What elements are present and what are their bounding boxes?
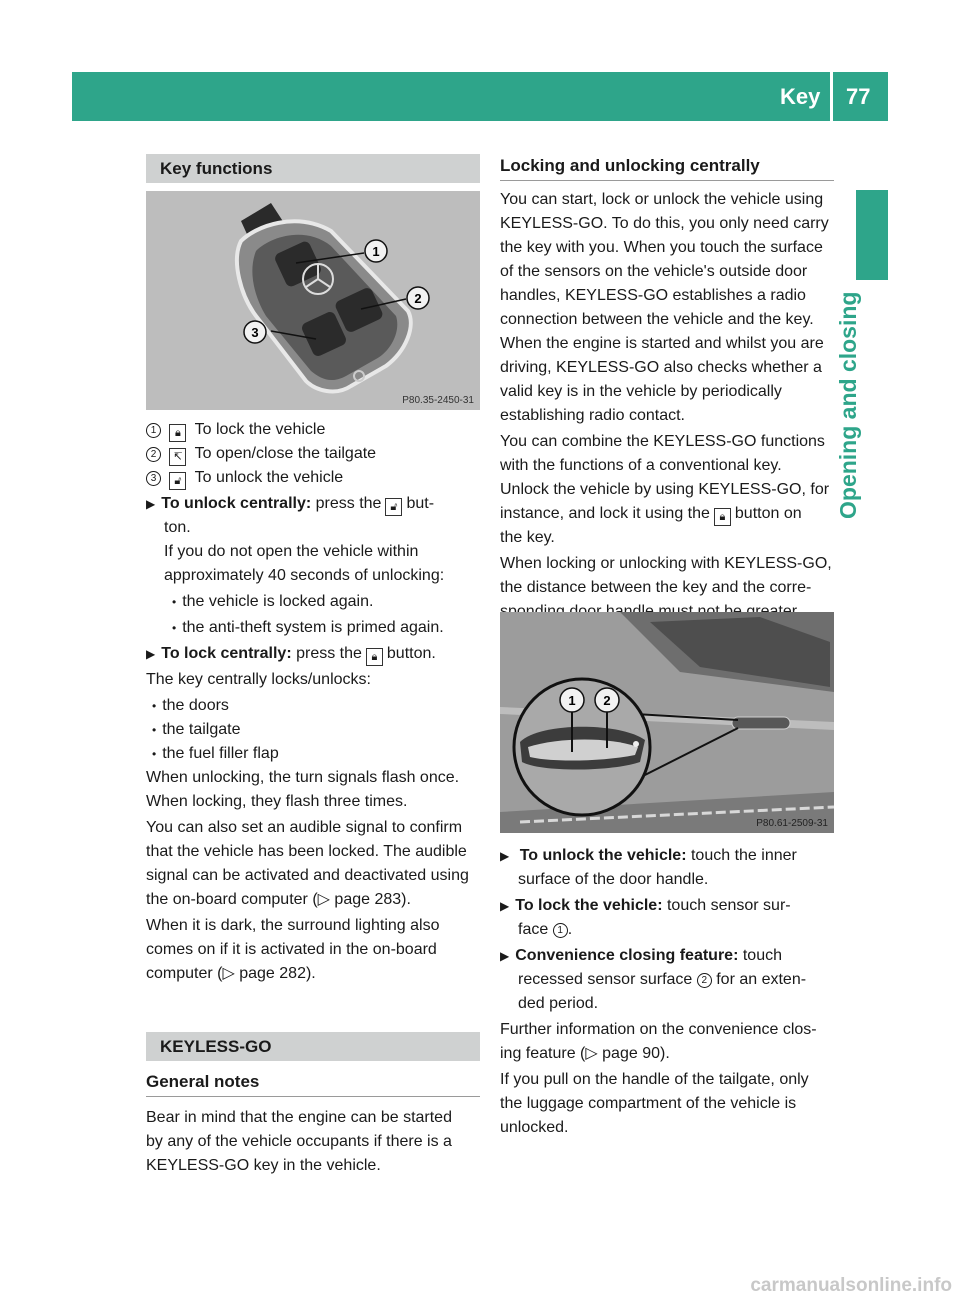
bullet-icon: • [152,747,157,761]
paragraph-line: the on-board computer (▷ page 283). [146,891,411,908]
paragraph-line: Further information on the convenience clos- [500,1021,817,1038]
list-item: • the vehicle is locked again. [172,593,374,610]
watermark: carmanualsonline.info [750,1275,952,1296]
bullet-icon: • [172,621,177,635]
paragraph-line: by any of the vehicle occupants if there is a [146,1133,452,1150]
list-item: • the tailgate [152,721,241,738]
callout-2 [595,688,619,712]
divider [146,1096,480,1097]
instruction-continuation: ton. [164,519,191,536]
step-arrow-icon: ▶ [500,899,510,913]
paragraph-line: the key. [500,529,555,546]
divider [500,180,834,181]
lock-icon: 🔒︎ [366,648,383,666]
door-handle-illustration [500,612,834,833]
note-line: approximately 40 seconds of unlocking: [164,567,445,584]
page-ref-arrow-icon: ▷ [585,1045,598,1062]
keyless-general-notes [146,1106,486,1178]
step-arrow-icon: ▶ [500,849,510,863]
paragraph-line: You can combine the KEYLESS-GO functions [500,433,825,450]
paragraph-line: handles, KEYLESS-GO establishes a radio [500,287,806,304]
unlock-icon: 🔓︎ [385,498,402,516]
page-number: 77 [846,84,871,109]
paragraph: The key centrally locks/unlocks: [146,671,371,688]
paragraph-line: driving, KEYLESS-GO also checks whether a [500,359,822,376]
instruction-step: ▶ To unlock the vehicle: touch the inner [500,847,797,864]
paragraph-line: When locking, they flash three times. [146,793,408,810]
paragraph-line: ing feature (▷ page 90). [500,1045,670,1062]
paragraph-line: unlocked. [500,1119,569,1136]
paragraph-line: comes on if it is activated in the on-board [146,941,437,958]
paragraph-line: of the sensors on the vehicle's outside door [500,263,808,280]
list-item: • the doors [152,697,229,714]
figure-code: P80.61-2509-31 [756,818,828,829]
header-section-title: Key [780,84,821,109]
svg-text:2: 2 [603,693,611,708]
heading-locking-unlocking: Locking and unlocking centrally [500,156,760,175]
page-ref-arrow-icon: ▷ [222,965,235,982]
page-reference-link[interactable]: page 90 [602,1045,660,1062]
chapter-title: Opening and closing [835,292,861,520]
paragraph-line: When the engine is started and whilst you are [500,335,824,352]
svg-text:2: 2 [414,291,422,306]
list-item: 3 🔓︎ To unlock the vehicle [146,466,486,490]
list-item: • the anti-theft system is primed again. [172,619,444,636]
section-heading-keyless-go: KEYLESS-GO [146,1032,480,1061]
callout-1 [560,688,584,712]
right-text-block [500,188,840,648]
chapter-tab [856,190,888,280]
instruction-lock: ▶ To lock centrally: press the 🔒︎ button. [146,642,486,666]
page-ref-arrow-icon: ▷ [317,891,330,908]
paragraph-line: the distance between the key and the corre- [500,579,812,596]
svg-text:1: 1 [568,693,576,708]
header-divider [830,72,833,121]
paragraph-line: When unlocking, the turn signals flash once. [146,769,460,786]
instruction-continuation: face 1 . [518,921,573,938]
paragraph-line: establishing radio contact. [500,407,685,424]
list-item: 1 🔒︎ To lock the vehicle [146,418,486,442]
subheading-general-notes: General notes [146,1072,260,1091]
paragraph-line: You can also set an audible signal to confirm [146,819,463,836]
instruction-continuation: ded period. [518,995,599,1012]
bullet-icon: • [172,595,177,609]
callout-2 [407,287,429,309]
paragraph-line: When locking or unlocking with KEYLESS-GO, [500,555,832,572]
instruction-continuation: surface of the door handle. [518,871,709,888]
paragraph-line: that the vehicle has been locked. The audible [146,843,467,860]
svg-text:1: 1 [372,244,380,259]
paragraph-line: KEYLESS-GO. To do this, you only need carry [500,215,829,232]
paragraph-line: the luggage compartment of the vehicle is [500,1095,797,1112]
paragraph-line: Bear in mind that the engine can be started [146,1109,452,1126]
unlock-icon: 🔓︎ [169,472,186,490]
paragraph-line: instance, and lock it using the 🔒︎ button on [500,502,840,526]
instruction-continuation: recessed sensor surface 2 for an exten- [518,971,807,988]
paragraph-line: computer (▷ page 282). [146,965,316,982]
lock-icon: 🔒︎ [714,508,731,526]
step-arrow-icon: ▶ [500,949,510,963]
svg-text:3: 3 [251,325,259,340]
paragraph-line: with the functions of a conventional key. [500,457,782,474]
bullet-icon: • [152,723,157,737]
instruction-step: ▶ To lock the vehicle: touch sensor sur- [500,897,791,914]
key-fob-figure [146,191,480,410]
paragraph-line: the key with you. When you touch the surface [500,239,823,256]
instruction-unlock: ▶ To unlock centrally: press the 🔓︎ but- [146,492,486,516]
page-reference-link[interactable]: page 282 [239,965,306,982]
lock-icon: 🔒︎ [169,424,186,442]
paragraph-line: Unlock the vehicle by using KEYLESS-GO, for [500,481,830,498]
paragraph-line: If you pull on the handle of the tailgate, only [500,1071,809,1088]
page-reference-link[interactable]: page 283 [334,891,402,908]
paragraph-line: signal can be activated and deactivated using [146,867,469,884]
callout-3 [244,321,266,343]
paragraph-line: You can start, lock or unlock the vehicle using [500,191,824,208]
step-arrow-icon: ▶ [146,647,156,661]
tailgate-icon: ↸ [169,448,186,466]
list-item: 2 ↸ To open/close the tailgate [146,442,486,466]
key-fob-illustration [146,191,480,410]
right-steps [500,844,840,1140]
key-functions-list [146,418,486,986]
callout-1 [365,240,387,262]
instruction-step: ▶ Convenience closing feature: touch [500,947,782,964]
paragraph-line: KEYLESS-GO key in the vehicle. [146,1157,381,1174]
figure-code: P80.35-2450-31 [402,395,474,406]
list-item: • the fuel filler flap [152,745,279,762]
header-band [72,72,888,121]
paragraph-line: connection between the vehicle and the key. [500,311,814,328]
note-line: If you do not open the vehicle within [164,543,419,560]
door-handle-figure [500,612,834,833]
section-heading-key-functions: Key functions [146,154,480,183]
paragraph-line: valid key is in the vehicle by periodically [500,383,782,400]
bullet-icon: • [152,699,157,713]
step-arrow-icon: ▶ [146,497,156,511]
paragraph-line: When it is dark, the surround lighting also [146,917,440,934]
